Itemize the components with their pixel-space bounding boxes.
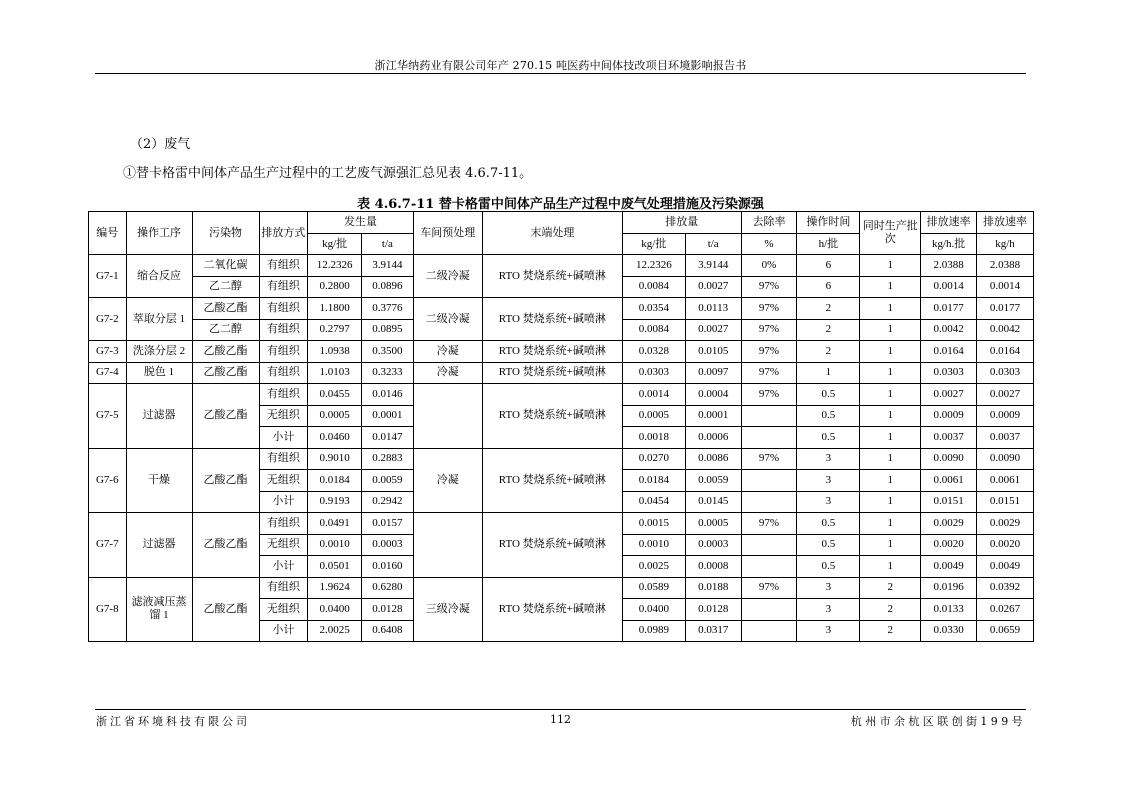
cell-removal: 97% <box>741 577 797 599</box>
cell-gen-kg: 0.0501 <box>308 556 362 578</box>
cell-gen-t: 0.0128 <box>362 599 414 621</box>
cell-pollutant: 乙酸乙酯 <box>192 384 259 449</box>
cell-emi-t: 0.0027 <box>685 319 741 341</box>
table-row <box>89 255 1034 277</box>
cell-batches: 1 <box>860 534 921 556</box>
cell-batches: 1 <box>860 405 921 427</box>
cell-emi-kg: 0.0010 <box>622 534 685 556</box>
cell-gen-kg: 0.0460 <box>308 427 362 449</box>
cell-rate1: 0.0009 <box>921 405 977 427</box>
cell-gen-kg: 0.0184 <box>308 470 362 492</box>
cell-gen-kg: 0.0400 <box>308 599 362 621</box>
cell-rate2: 0.0049 <box>977 556 1034 578</box>
cell-emi-t: 0.0113 <box>685 298 741 320</box>
cell-emi-kg: 0.0018 <box>622 427 685 449</box>
cell-end-treatment: RTO 焚烧系统+碱喷淋 <box>482 384 622 449</box>
cell-emi-t: 0.0317 <box>685 620 741 642</box>
cell-mode: 有组织 <box>259 255 308 277</box>
cell-mode: 小计 <box>259 427 308 449</box>
cell-pretreatment: 二级冷凝 <box>413 255 482 298</box>
cell-gen-kg: 1.0938 <box>308 341 362 363</box>
cell-pretreatment: 冷凝 <box>413 341 482 363</box>
footer-address: 杭州市余杭区联创街199号 <box>850 715 1026 728</box>
cell-mode: 无组织 <box>259 470 308 492</box>
cell-pretreatment: 冷凝 <box>413 362 482 384</box>
cell-optime: 3 <box>797 470 860 492</box>
cell-rate1: 0.0303 <box>921 362 977 384</box>
cell-gen-kg: 1.0103 <box>308 362 362 384</box>
cell-rate1: 0.0027 <box>921 384 977 406</box>
cell-pollutant: 乙酸乙酯 <box>192 341 259 363</box>
cell-batches: 1 <box>860 448 921 470</box>
cell-optime: 1 <box>797 362 860 384</box>
unit-gen-t: t/a <box>362 234 414 255</box>
cell-batches: 1 <box>860 556 921 578</box>
cell-mode: 有组织 <box>259 384 308 406</box>
cell-id: G7-5 <box>89 384 127 449</box>
cell-optime: 3 <box>797 491 860 513</box>
cell-rate2: 0.0392 <box>977 577 1034 599</box>
cell-gen-t: 3.9144 <box>362 255 414 277</box>
cell-rate1: 0.0020 <box>921 534 977 556</box>
cell-rate1: 0.0133 <box>921 599 977 621</box>
cell-batches: 1 <box>860 276 921 298</box>
cell-emi-kg: 0.0005 <box>622 405 685 427</box>
cell-gen-kg: 12.2326 <box>308 255 362 277</box>
cell-pollutant: 乙二醇 <box>192 319 259 341</box>
table-row <box>89 577 1034 599</box>
cell-emi-kg: 0.0084 <box>622 319 685 341</box>
cell-gen-kg: 0.0491 <box>308 513 362 535</box>
cell-emi-kg: 0.0084 <box>622 276 685 298</box>
cell-mode: 有组织 <box>259 298 308 320</box>
header-divider <box>95 73 1026 74</box>
cell-batches: 1 <box>860 341 921 363</box>
cell-end-treatment: RTO 焚烧系统+碱喷淋 <box>482 341 622 363</box>
footer-divider <box>95 709 1026 710</box>
unit-rate1: kg/h.批 <box>921 234 977 255</box>
cell-gen-t: 0.3500 <box>362 341 414 363</box>
cell-end-treatment: RTO 焚烧系统+碱喷淋 <box>482 362 622 384</box>
cell-removal: 97% <box>741 276 797 298</box>
cell-rate1: 0.0014 <box>921 276 977 298</box>
cell-emi-t: 0.0003 <box>685 534 741 556</box>
cell-batches: 2 <box>860 620 921 642</box>
cell-step: 缩合反应 <box>126 255 192 298</box>
cell-rate2: 0.0020 <box>977 534 1034 556</box>
cell-rate2: 0.0303 <box>977 362 1034 384</box>
cell-pollutant: 乙酸乙酯 <box>192 513 259 578</box>
cell-removal: 97% <box>741 319 797 341</box>
cell-gen-t: 0.2883 <box>362 448 414 470</box>
col-header-mode: 排放方式 <box>259 212 308 255</box>
cell-batches: 1 <box>860 362 921 384</box>
cell-gen-kg: 1.9624 <box>308 577 362 599</box>
cell-gen-kg: 0.2797 <box>308 319 362 341</box>
cell-gen-t: 0.3233 <box>362 362 414 384</box>
cell-gen-kg: 0.2800 <box>308 276 362 298</box>
cell-id: G7-7 <box>89 513 127 578</box>
cell-rate2: 0.0009 <box>977 405 1034 427</box>
cell-emi-kg: 0.0014 <box>622 384 685 406</box>
col-header-removal: 去除率 <box>741 212 797 234</box>
cell-removal <box>741 470 797 492</box>
page-number: 112 <box>550 713 571 726</box>
cell-mode: 有组织 <box>259 276 308 298</box>
col-header-end-treatment: 末端处理 <box>482 212 622 255</box>
cell-rate2: 2.0388 <box>977 255 1034 277</box>
cell-removal: 97% <box>741 513 797 535</box>
cell-rate2: 0.0029 <box>977 513 1034 535</box>
table-row <box>89 448 1034 470</box>
cell-emi-kg: 0.0989 <box>622 620 685 642</box>
table-caption: 表 4.6.7-11 替卡格雷中间体产品生产过程中废气处理措施及污染源强 <box>357 197 764 212</box>
cell-id: G7-1 <box>89 255 127 298</box>
cell-removal <box>741 427 797 449</box>
cell-mode: 有组织 <box>259 362 308 384</box>
cell-gen-t: 0.0059 <box>362 470 414 492</box>
cell-optime: 0.5 <box>797 427 860 449</box>
cell-gen-kg: 1.1800 <box>308 298 362 320</box>
cell-optime: 2 <box>797 298 860 320</box>
col-header-rate1: 排放速率 <box>921 212 977 234</box>
report-header-title: 浙江华纳药业有限公司年产 270.15 吨医药中间体技改项目环境影响报告书 <box>374 59 747 72</box>
cell-emi-t: 0.0086 <box>685 448 741 470</box>
cell-emi-t: 0.0008 <box>685 556 741 578</box>
cell-rate1: 0.0151 <box>921 491 977 513</box>
cell-optime: 0.5 <box>797 384 860 406</box>
cell-optime: 2 <box>797 319 860 341</box>
cell-gen-t: 0.0001 <box>362 405 414 427</box>
cell-emi-t: 0.0005 <box>685 513 741 535</box>
cell-step: 洗涤分层 2 <box>126 341 192 363</box>
intro-paragraph: ①替卡格雷中间体产品生产过程中的工艺废气源强汇总见表 4.6.7-11。 <box>123 166 533 181</box>
cell-mode: 无组织 <box>259 534 308 556</box>
cell-removal <box>741 491 797 513</box>
unit-rate2: kg/h <box>977 234 1034 255</box>
cell-step: 过滤器 <box>126 513 192 578</box>
cell-emi-kg: 0.0303 <box>622 362 685 384</box>
cell-emi-kg: 0.0454 <box>622 491 685 513</box>
cell-gen-kg: 0.0455 <box>308 384 362 406</box>
cell-step: 脱色 1 <box>126 362 192 384</box>
cell-batches: 1 <box>860 491 921 513</box>
cell-rate1: 0.0177 <box>921 298 977 320</box>
col-header-optime: 操作时间 <box>797 212 860 234</box>
cell-gen-kg: 0.9010 <box>308 448 362 470</box>
cell-emi-t: 0.0004 <box>685 384 741 406</box>
cell-id: G7-2 <box>89 298 127 341</box>
cell-rate2: 0.0267 <box>977 599 1034 621</box>
cell-step: 滤液减压蒸馏 1 <box>126 577 192 642</box>
unit-optime: h/批 <box>797 234 860 255</box>
cell-optime: 3 <box>797 577 860 599</box>
cell-optime: 3 <box>797 448 860 470</box>
cell-id: G7-6 <box>89 448 127 513</box>
cell-mode: 无组织 <box>259 405 308 427</box>
cell-gen-t: 0.2942 <box>362 491 414 513</box>
cell-pollutant: 乙酸乙酯 <box>192 577 259 642</box>
cell-gen-kg: 0.0010 <box>308 534 362 556</box>
cell-removal: 97% <box>741 341 797 363</box>
cell-pretreatment <box>413 384 482 449</box>
col-header-pretreatment: 车间预处理 <box>413 212 482 255</box>
cell-id: G7-4 <box>89 362 127 384</box>
cell-removal: 97% <box>741 384 797 406</box>
cell-gen-t: 0.6408 <box>362 620 414 642</box>
cell-mode: 小计 <box>259 556 308 578</box>
cell-rate1: 2.0388 <box>921 255 977 277</box>
cell-rate2: 0.0037 <box>977 427 1034 449</box>
cell-optime: 0.5 <box>797 556 860 578</box>
cell-gen-kg: 0.0005 <box>308 405 362 427</box>
col-header-step: 操作工序 <box>126 212 192 255</box>
col-header-id: 编号 <box>89 212 127 255</box>
cell-emi-t: 0.0145 <box>685 491 741 513</box>
cell-pretreatment: 二级冷凝 <box>413 298 482 341</box>
cell-pretreatment: 冷凝 <box>413 448 482 513</box>
cell-emi-t: 0.0105 <box>685 341 741 363</box>
col-header-pollutant: 污染物 <box>192 212 259 255</box>
cell-rate2: 0.0164 <box>977 341 1034 363</box>
cell-mode: 有组织 <box>259 577 308 599</box>
cell-removal: 97% <box>741 298 797 320</box>
cell-removal <box>741 405 797 427</box>
cell-gen-t: 0.0160 <box>362 556 414 578</box>
table-row <box>89 384 1034 406</box>
cell-optime: 3 <box>797 620 860 642</box>
cell-rate2: 0.0027 <box>977 384 1034 406</box>
footer-company: 浙江省环境科技有限公司 <box>96 715 250 728</box>
cell-optime: 6 <box>797 276 860 298</box>
cell-optime: 3 <box>797 599 860 621</box>
cell-pollutant: 乙二醇 <box>192 276 259 298</box>
cell-rate2: 0.0042 <box>977 319 1034 341</box>
cell-emi-t: 0.0027 <box>685 276 741 298</box>
col-header-batches: 同时生产批次 <box>860 212 921 255</box>
cell-id: G7-3 <box>89 341 127 363</box>
emission-table-body <box>89 212 1034 642</box>
cell-rate1: 0.0037 <box>921 427 977 449</box>
cell-end-treatment: RTO 焚烧系统+碱喷淋 <box>482 255 622 298</box>
table-row <box>89 513 1034 535</box>
table-header-row <box>89 212 1034 234</box>
cell-mode: 有组织 <box>259 513 308 535</box>
cell-pollutant: 乙酸乙酯 <box>192 448 259 513</box>
cell-emi-kg: 0.0328 <box>622 341 685 363</box>
cell-rate1: 0.0330 <box>921 620 977 642</box>
cell-batches: 2 <box>860 577 921 599</box>
cell-rate2: 0.0014 <box>977 276 1034 298</box>
cell-removal: 97% <box>741 448 797 470</box>
unit-emi-t: t/a <box>685 234 741 255</box>
cell-optime: 2 <box>797 341 860 363</box>
cell-batches: 1 <box>860 319 921 341</box>
cell-emi-kg: 0.0015 <box>622 513 685 535</box>
cell-gen-kg: 2.0025 <box>308 620 362 642</box>
cell-rate2: 0.0177 <box>977 298 1034 320</box>
cell-removal <box>741 556 797 578</box>
cell-step: 萃取分层 1 <box>126 298 192 341</box>
cell-emi-t: 0.0001 <box>685 405 741 427</box>
cell-emi-kg: 0.0025 <box>622 556 685 578</box>
cell-gen-kg: 0.9193 <box>308 491 362 513</box>
cell-pollutant: 乙酸乙酯 <box>192 298 259 320</box>
cell-pollutant: 乙酸乙酯 <box>192 362 259 384</box>
cell-gen-t: 0.0147 <box>362 427 414 449</box>
cell-emi-t: 0.0006 <box>685 427 741 449</box>
cell-rate1: 0.0164 <box>921 341 977 363</box>
cell-pretreatment: 三级冷凝 <box>413 577 482 642</box>
cell-emi-kg: 0.0589 <box>622 577 685 599</box>
cell-optime: 0.5 <box>797 534 860 556</box>
cell-gen-t: 0.0896 <box>362 276 414 298</box>
cell-step: 干燥 <box>126 448 192 513</box>
cell-id: G7-8 <box>89 577 127 642</box>
cell-rate1: 0.0090 <box>921 448 977 470</box>
cell-emi-kg: 12.2326 <box>622 255 685 277</box>
cell-emi-kg: 0.0354 <box>622 298 685 320</box>
col-header-emission: 排放量 <box>622 212 741 234</box>
cell-step: 过滤器 <box>126 384 192 449</box>
cell-emi-t: 3.9144 <box>685 255 741 277</box>
table-row <box>89 341 1034 363</box>
emission-table <box>88 211 1034 642</box>
cell-mode: 有组织 <box>259 341 308 363</box>
cell-optime: 0.5 <box>797 405 860 427</box>
cell-removal <box>741 620 797 642</box>
cell-rate2: 0.0061 <box>977 470 1034 492</box>
unit-gen-kg: kg/批 <box>308 234 362 255</box>
cell-batches: 1 <box>860 470 921 492</box>
cell-batches: 1 <box>860 513 921 535</box>
cell-emi-t: 0.0059 <box>685 470 741 492</box>
cell-mode: 小计 <box>259 491 308 513</box>
cell-optime: 6 <box>797 255 860 277</box>
cell-batches: 1 <box>860 384 921 406</box>
cell-emi-t: 0.0128 <box>685 599 741 621</box>
cell-emi-kg: 0.0400 <box>622 599 685 621</box>
section-heading: （2）废气 <box>130 137 191 152</box>
cell-end-treatment: RTO 焚烧系统+碱喷淋 <box>482 513 622 578</box>
cell-mode: 有组织 <box>259 448 308 470</box>
cell-rate1: 0.0042 <box>921 319 977 341</box>
cell-batches: 1 <box>860 255 921 277</box>
cell-batches: 1 <box>860 427 921 449</box>
cell-removal: 0% <box>741 255 797 277</box>
cell-mode: 无组织 <box>259 599 308 621</box>
cell-rate2: 0.0659 <box>977 620 1034 642</box>
unit-emi-kg: kg/批 <box>622 234 685 255</box>
table-row <box>89 362 1034 384</box>
cell-emi-t: 0.0097 <box>685 362 741 384</box>
cell-rate1: 0.0196 <box>921 577 977 599</box>
cell-pretreatment <box>413 513 482 578</box>
cell-gen-t: 0.0003 <box>362 534 414 556</box>
cell-rate2: 0.0151 <box>977 491 1034 513</box>
cell-rate2: 0.0090 <box>977 448 1034 470</box>
cell-removal <box>741 534 797 556</box>
table-row <box>89 298 1034 320</box>
cell-batches: 2 <box>860 599 921 621</box>
cell-rate1: 0.0061 <box>921 470 977 492</box>
cell-gen-t: 0.0895 <box>362 319 414 341</box>
cell-mode: 有组织 <box>259 319 308 341</box>
cell-gen-t: 0.6280 <box>362 577 414 599</box>
cell-rate1: 0.0049 <box>921 556 977 578</box>
cell-batches: 1 <box>860 298 921 320</box>
cell-removal <box>741 599 797 621</box>
cell-gen-t: 0.0157 <box>362 513 414 535</box>
cell-pollutant: 二氧化碳 <box>192 255 259 277</box>
cell-mode: 小计 <box>259 620 308 642</box>
cell-optime: 0.5 <box>797 513 860 535</box>
col-header-rate2: 排放速率 <box>977 212 1034 234</box>
col-header-generated: 发生量 <box>308 212 414 234</box>
cell-rate1: 0.0029 <box>921 513 977 535</box>
cell-end-treatment: RTO 焚烧系统+碱喷淋 <box>482 448 622 513</box>
cell-emi-kg: 0.0184 <box>622 470 685 492</box>
cell-emi-t: 0.0188 <box>685 577 741 599</box>
cell-end-treatment: RTO 焚烧系统+碱喷淋 <box>482 577 622 642</box>
cell-gen-t: 0.0146 <box>362 384 414 406</box>
cell-emi-kg: 0.0270 <box>622 448 685 470</box>
cell-gen-t: 0.3776 <box>362 298 414 320</box>
cell-end-treatment: RTO 焚烧系统+碱喷淋 <box>482 298 622 341</box>
cell-removal: 97% <box>741 362 797 384</box>
unit-removal: % <box>741 234 797 255</box>
